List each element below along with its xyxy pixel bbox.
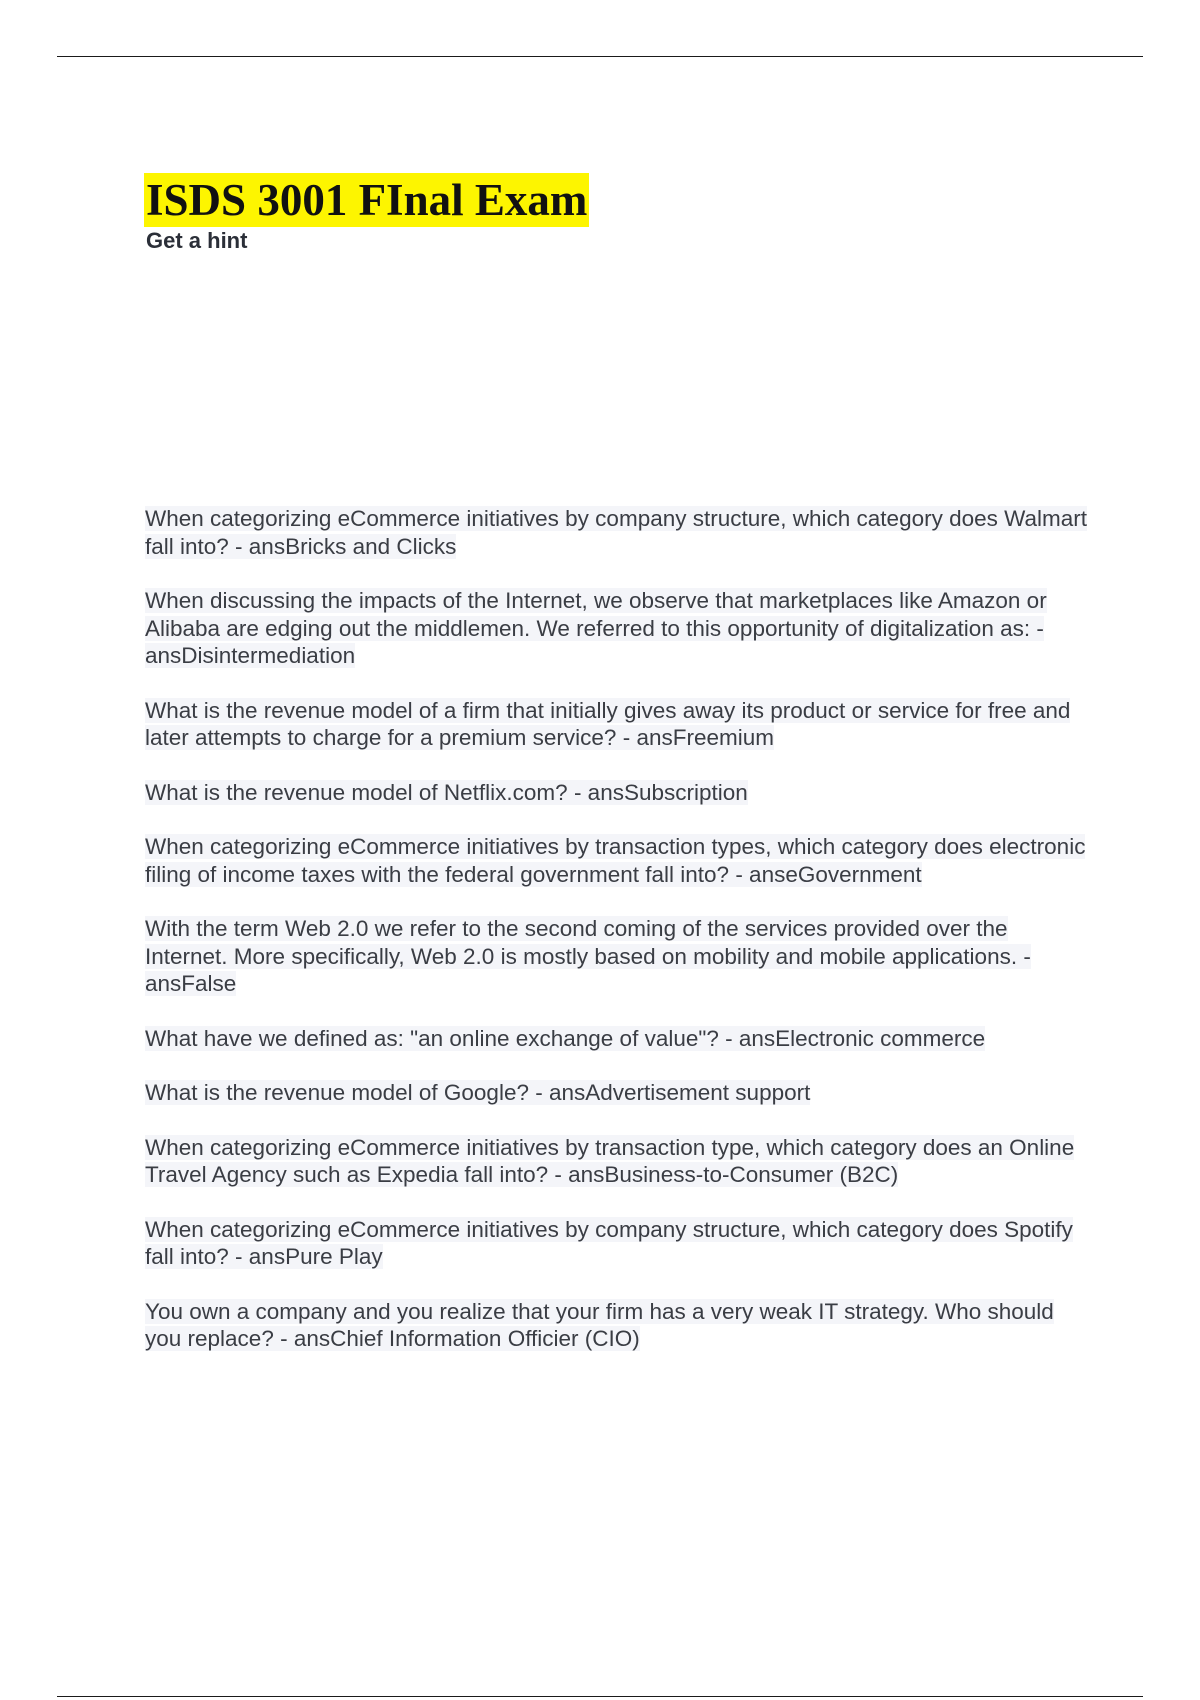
- qa-text: When categorizing eCommerce initiatives by company structure, which category does Walmart fall into? - ansBricks and Clicks: [145, 506, 1088, 559]
- qa-text: What is the revenue model of Google? - ansAdvertisement support: [145, 1080, 811, 1105]
- page-title: ISDS 3001 FInal Exam: [146, 175, 588, 225]
- bottom-rule: [57, 1696, 1143, 1697]
- qa-text: What have we defined as: "an online exchange of value"? - ansElectronic commerce: [145, 1025, 986, 1051]
- qa-item: [145, 587, 1095, 670]
- qa-item: [145, 779, 1095, 807]
- hint-text: Get a hint: [146, 228, 248, 253]
- qa-item: [145, 505, 1095, 560]
- qa-list: [145, 505, 1095, 1380]
- qa-text: You own a company and you realize that your firm has a very weak IT strategy. Who should you replace? - ansChief Information Officier (CIO): [145, 1298, 1054, 1351]
- qa-item: [145, 1216, 1095, 1271]
- title-block: [144, 173, 589, 227]
- qa-text: When categorizing eCommerce initiatives by company structure, which category does Spotify fall into? - ansPure Play: [145, 1216, 1073, 1269]
- qa-item: [145, 1025, 1095, 1053]
- qa-item: [145, 1134, 1095, 1189]
- qa-item: [145, 833, 1095, 888]
- top-rule: [57, 56, 1143, 57]
- qa-text: With the term Web 2.0 we refer to the second coming of the services provided over the Internet. More specifically, Web 2.0 is mostly based on mobility and mobile applications. - ansFalse: [145, 916, 1031, 996]
- qa-text: What is the revenue model of a firm that initially gives away its product or service for free and later attempts to charge for a premium service? - ansFreemium: [145, 697, 1071, 750]
- qa-text: When categorizing eCommerce initiatives by transaction types, which category does electronic filing of income taxes with the federal government fall into? - anseGovernment: [145, 834, 1086, 887]
- qa-text: What is the revenue model of Netflix.com? - ansSubscription: [145, 779, 748, 805]
- qa-item: [145, 1298, 1095, 1353]
- qa-item: [145, 915, 1095, 998]
- qa-text: When discussing the impacts of the Internet, we observe that marketplaces like Amazon or Alibaba are edging out the middlemen. We referred to this opportunity of digitalization as: - ansDisintermediation: [145, 588, 1047, 668]
- qa-text: When categorizing eCommerce initiatives by transaction type, which category does an Online Travel Agency such as Expedia fall into? - ansBusiness-to-Consumer (B2C): [145, 1134, 1075, 1187]
- qa-item: [145, 697, 1095, 752]
- qa-item: [145, 1079, 1095, 1107]
